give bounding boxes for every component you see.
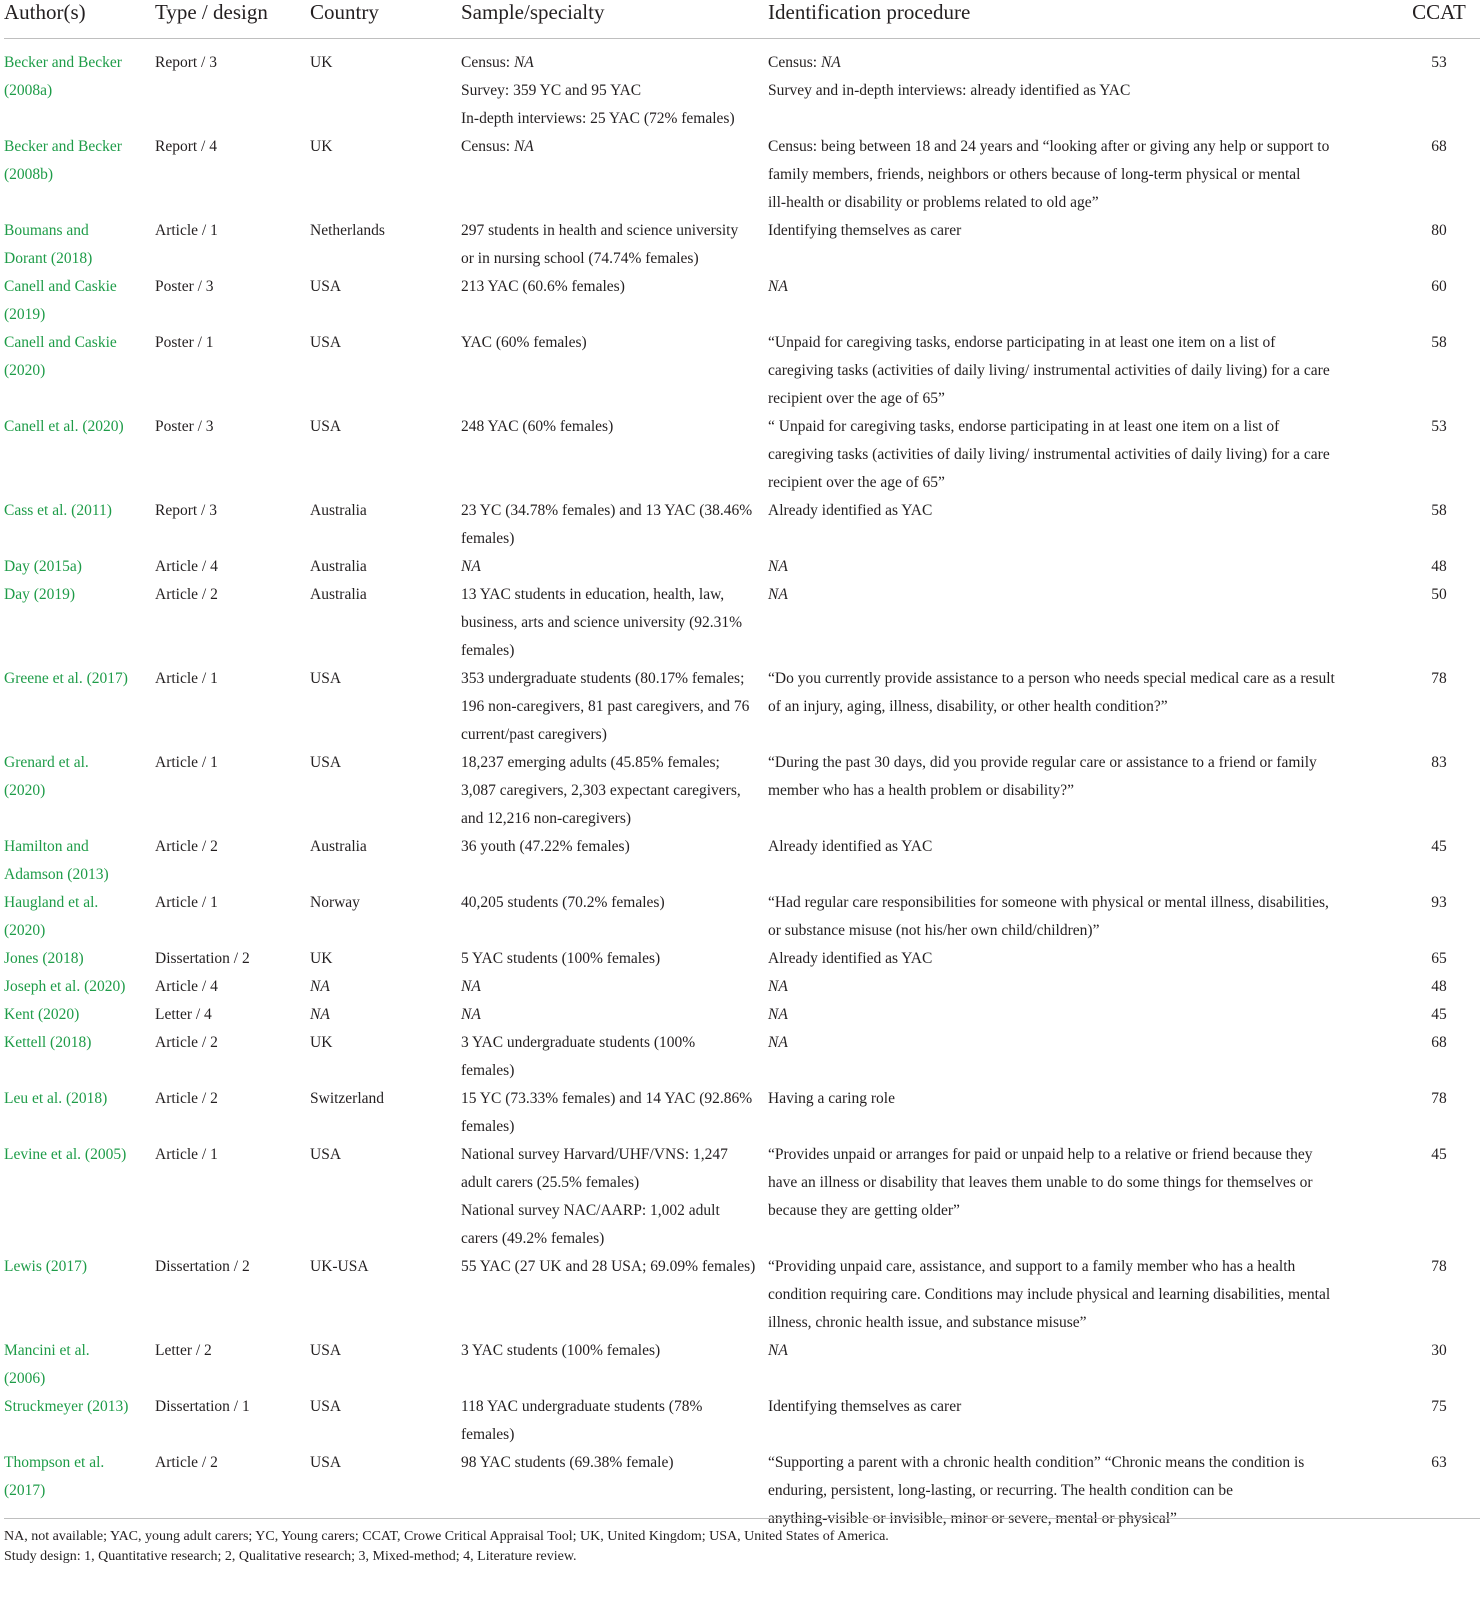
cell-type-design: Article / 2 — [155, 1090, 218, 1107]
author-citation-link[interactable]: (2019) — [4, 306, 46, 323]
cell-identification — [768, 413, 1348, 497]
procedure-line: NA — [768, 558, 788, 575]
procedure-line: Already identified as YAC — [768, 502, 933, 519]
cell-ccat: 30 — [1431, 1342, 1447, 1359]
cell-author — [4, 217, 155, 273]
cell-country: USA — [310, 754, 342, 771]
procedure-line: recipient over the age of 65” — [768, 474, 945, 491]
cell-country: NA — [310, 978, 330, 995]
table-body — [4, 39, 1480, 1534]
sample-line: carers (49.2% females) — [461, 1230, 605, 1247]
cell-country: Australia — [310, 558, 367, 575]
table-row — [4, 39, 1480, 134]
cell-country: UK — [310, 950, 333, 967]
sample-line: 40,205 students (70.2% females) — [461, 894, 665, 911]
cell-sample — [461, 581, 768, 665]
sample-line: 213 YAC (60.6% females) — [461, 278, 625, 295]
procedure-line: “Unpaid for caregiving tasks, endorse participating in at least one item on a list of — [768, 334, 1276, 351]
cell-type-design: Article / 1 — [155, 670, 218, 687]
author-citation-link[interactable]: Cass et al. (2011) — [4, 502, 112, 519]
cell-type-design: Dissertation / 1 — [155, 1398, 250, 1415]
cell-ccat: 48 — [1431, 558, 1447, 575]
table-row — [4, 133, 1480, 217]
cell-author — [4, 497, 155, 553]
cell-country: USA — [310, 1342, 342, 1359]
table-row — [4, 749, 1480, 833]
sample-line: 5 YAC students (100% females) — [461, 950, 661, 967]
procedure-line: NA — [768, 586, 788, 603]
cell-author — [4, 329, 155, 413]
cell-country: USA — [310, 418, 342, 435]
procedure-line: “Supporting a parent with a chronic health condition” “Chronic means the condition is — [768, 1454, 1305, 1471]
table-row — [4, 1253, 1480, 1337]
cell-ccat: 78 — [1431, 670, 1447, 687]
cell-country: Norway — [310, 894, 360, 911]
sample-line: females) — [461, 530, 515, 547]
author-citation-link[interactable]: (2006) — [4, 1370, 46, 1387]
sample-line: 3 YAC students (100% females) — [461, 1342, 661, 1359]
table-row — [4, 1141, 1480, 1253]
sample-line: 36 youth (47.22% females) — [461, 838, 630, 855]
header-sample: Sample/specialty — [461, 0, 768, 39]
table-header-row — [4, 0, 1480, 39]
cell-author — [4, 39, 155, 134]
cell-identification — [768, 1141, 1348, 1253]
cell-type-design: Report / 3 — [155, 54, 217, 71]
cell-identification — [768, 665, 1348, 749]
cell-sample — [461, 1085, 768, 1141]
footnote-study-design: Study design: 1, Quantitative research; 2, Qualitative research; 3, Mixed-method; 4, Literature review. — [4, 1549, 577, 1564]
author-citation-link[interactable]: Becker and Becker — [4, 54, 122, 71]
cell-type-design: Report / 4 — [155, 138, 217, 155]
sample-line: females) — [461, 1118, 515, 1135]
author-citation-link[interactable]: (2020) — [4, 362, 46, 379]
cell-author — [4, 1085, 155, 1141]
sample-line: Survey: 359 YC and 95 YAC — [461, 82, 642, 99]
cell-type-design: Dissertation / 2 — [155, 1258, 250, 1275]
sample-line: adult carers (25.5% females) — [461, 1174, 640, 1191]
cell-type-design: Article / 1 — [155, 1146, 218, 1163]
cell-sample — [461, 945, 768, 973]
cell-type-design: Article / 1 — [155, 222, 218, 239]
table-row — [4, 1029, 1480, 1085]
procedure-line: anything-visible or invisible, minor or severe, mental or physical” — [768, 1510, 1177, 1527]
cell-author — [4, 133, 155, 217]
cell-identification — [768, 945, 1348, 973]
cell-sample — [461, 749, 768, 833]
sample-line: NA — [461, 1006, 481, 1023]
sample-line: National survey NAC/AARP: 1,002 adult — [461, 1202, 720, 1219]
cell-country: Switzerland — [310, 1090, 385, 1107]
author-citation-link[interactable]: Struckmeyer (2013) — [4, 1398, 129, 1415]
author-citation-link[interactable]: Jones (2018) — [4, 950, 84, 967]
author-citation-link[interactable]: Becker and Becker — [4, 138, 122, 155]
author-citation-link[interactable]: Kent (2020) — [4, 1006, 80, 1023]
procedure-line: enduring, persistent, long-lasting, or recurring. The health condition can be — [768, 1482, 1234, 1499]
cell-country: USA — [310, 670, 342, 687]
author-citation-link[interactable]: Leu et al. (2018) — [4, 1090, 108, 1107]
cell-identification — [768, 581, 1348, 665]
sample-line: YAC (60% females) — [461, 334, 587, 351]
procedure-line: NA — [768, 978, 788, 995]
procedure-line: “Providing unpaid care, assistance, and support to a family member who has a health — [768, 1258, 1296, 1275]
cell-sample — [461, 1029, 768, 1085]
procedure-line: because they are getting older” — [768, 1202, 960, 1219]
table-row — [4, 497, 1480, 553]
cell-country: UK — [310, 138, 333, 155]
sample-line: 248 YAC (60% females) — [461, 418, 614, 435]
procedure-line: caregiving tasks (activities of daily living/ instrumental activities of daily living) for a care — [768, 362, 1330, 379]
cell-type-design: Article / 2 — [155, 1454, 218, 1471]
cell-sample — [461, 973, 768, 1001]
cell-author — [4, 553, 155, 581]
header-type-design: Type / design — [155, 0, 310, 39]
cell-author — [4, 833, 155, 889]
author-citation-link[interactable]: Boumans and — [4, 222, 89, 239]
cell-type-design: Poster / 3 — [155, 418, 214, 435]
sample-line: 98 YAC students (69.38% female) — [461, 1454, 674, 1471]
cell-identification — [768, 1393, 1348, 1449]
procedure-line: “Provides unpaid or arranges for paid or unpaid help to a relative or friend because they — [768, 1146, 1313, 1163]
procedure-line: NA — [768, 278, 788, 295]
cell-sample — [461, 1393, 768, 1449]
sample-line: and 12,216 non-caregivers) — [461, 810, 632, 827]
author-citation-link[interactable]: Grenard et al. — [4, 754, 89, 771]
cell-country: NA — [310, 1006, 330, 1023]
sample-line: 23 YC (34.78% females) and 13 YAC (38.46% — [461, 502, 753, 519]
cell-author — [4, 1001, 155, 1029]
procedure-line: or substance misuse (not his/her own child/children)” — [768, 922, 1100, 939]
author-citation-link[interactable]: Mancini et al. — [4, 1342, 90, 1359]
cell-ccat: 80 — [1431, 222, 1447, 239]
cell-sample — [461, 497, 768, 553]
header-author: Author(s) — [4, 0, 155, 39]
cell-author — [4, 1141, 155, 1253]
cell-ccat: 45 — [1431, 838, 1447, 855]
cell-author — [4, 749, 155, 833]
footnote-abbreviations: NA, not available; YAC, young adult carers; YC, Young carers; CCAT, Crowe Critical Appraisal Tool; UK, United Kingdom; USA, United States of America. — [4, 1529, 889, 1544]
sample-line: 3 YAC undergraduate students (100% — [461, 1034, 696, 1051]
cell-ccat: 78 — [1431, 1258, 1447, 1275]
cell-identification — [768, 133, 1348, 217]
header-country: Country — [310, 0, 461, 39]
cell-ccat: 53 — [1431, 418, 1447, 435]
cell-sample — [461, 889, 768, 945]
sample-line: females) — [461, 642, 515, 659]
cell-identification — [768, 973, 1348, 1001]
sample-line: 3,087 caregivers, 2,303 expectant caregivers, — [461, 782, 741, 799]
cell-ccat: 50 — [1431, 586, 1447, 603]
cell-identification — [768, 749, 1348, 833]
author-citation-link[interactable]: (2008b) — [4, 166, 54, 183]
cell-identification — [768, 217, 1348, 273]
cell-type-design: Poster / 1 — [155, 334, 214, 351]
table-row — [4, 1337, 1480, 1393]
author-citation-link[interactable]: Kettell (2018) — [4, 1034, 92, 1051]
author-citation-link[interactable]: Canell and Caskie — [4, 334, 117, 351]
cell-ccat: 45 — [1431, 1146, 1447, 1163]
cell-identification — [768, 1029, 1348, 1085]
procedure-line: NA — [768, 1006, 788, 1023]
procedure-line: “Had regular care responsibilities for someone with physical or mental illness, disabilities, — [768, 894, 1329, 911]
cell-type-design: Article / 1 — [155, 894, 218, 911]
cell-ccat: 53 — [1431, 54, 1447, 71]
cell-type-design: Article / 2 — [155, 1034, 218, 1051]
cell-ccat: 63 — [1431, 1454, 1447, 1471]
author-citation-link[interactable]: Haugland et al. — [4, 894, 99, 911]
procedure-line: Identifying themselves as carer — [768, 222, 962, 239]
cell-country: Netherlands — [310, 222, 385, 239]
author-citation-link[interactable]: Canell and Caskie — [4, 278, 117, 295]
cell-identification — [768, 1337, 1348, 1393]
cell-ccat: 60 — [1431, 278, 1447, 295]
cell-country: Australia — [310, 586, 367, 603]
cell-identification — [768, 497, 1348, 553]
author-citation-link[interactable]: Adamson (2013) — [4, 866, 109, 883]
cell-author — [4, 1393, 155, 1449]
author-citation-link[interactable]: Greene et al. (2017) — [4, 670, 128, 687]
procedure-line: condition requiring care. Conditions may include physical and learning disabilities, mental — [768, 1286, 1331, 1303]
author-citation-link[interactable]: Lewis (2017) — [4, 1258, 88, 1275]
procedure-line: illness, chronic health issue, and substance misuse” — [768, 1314, 1087, 1331]
header-identification: Identification procedure — [768, 0, 1348, 39]
cell-identification — [768, 273, 1348, 329]
procedure-line: NA — [768, 1342, 788, 1359]
sample-line: 297 students in health and science university — [461, 222, 739, 239]
cell-ccat: 78 — [1431, 1090, 1447, 1107]
sample-line: NA — [461, 978, 481, 995]
cell-identification — [768, 39, 1348, 134]
cell-country: UK — [310, 54, 333, 71]
procedure-line: Identifying themselves as carer — [768, 1398, 962, 1415]
procedure-line: Already identified as YAC — [768, 950, 933, 967]
procedure-line: member who has a health problem or disability?” — [768, 782, 1075, 799]
cell-type-design: Report / 3 — [155, 502, 217, 519]
cell-type-design: Article / 2 — [155, 838, 218, 855]
sample-line: females) — [461, 1426, 515, 1443]
cell-identification — [768, 329, 1348, 413]
cell-author — [4, 665, 155, 749]
cell-type-design: Article / 1 — [155, 754, 218, 771]
cell-ccat: 48 — [1431, 978, 1447, 995]
table-row — [4, 973, 1480, 1001]
table-row — [4, 833, 1480, 889]
cell-type-design: Article / 2 — [155, 586, 218, 603]
sample-line: current/past caregivers) — [461, 726, 607, 743]
cell-identification — [768, 1085, 1348, 1141]
table-row — [4, 581, 1480, 665]
cell-country: UK-USA — [310, 1258, 369, 1275]
cell-country: UK — [310, 1034, 333, 1051]
sample-line: 353 undergraduate students (80.17% females; — [461, 670, 745, 687]
cell-author — [4, 273, 155, 329]
table-row — [4, 1001, 1480, 1029]
cell-ccat: 68 — [1431, 138, 1447, 155]
cell-sample — [461, 553, 768, 581]
author-citation-link[interactable]: Day (2015a) — [4, 558, 82, 575]
table-row — [4, 1393, 1480, 1449]
procedure-line: Having a caring role — [768, 1090, 895, 1107]
cell-type-design: Dissertation / 2 — [155, 950, 250, 967]
header-ccat: CCAT — [1348, 0, 1480, 39]
sample-line: 18,237 emerging adults (45.85% females; — [461, 754, 720, 771]
cell-ccat: 75 — [1431, 1398, 1447, 1415]
cell-sample — [461, 665, 768, 749]
cell-author — [4, 1337, 155, 1393]
cell-country: USA — [310, 278, 342, 295]
cell-ccat: 68 — [1431, 1034, 1447, 1051]
table-row — [4, 945, 1480, 973]
cell-country: Australia — [310, 502, 367, 519]
procedure-line: of an injury, aging, illness, disability, or other health condition?” — [768, 698, 1168, 715]
procedure-line: “During the past 30 days, did you provide regular care or assistance to a friend or family — [768, 754, 1317, 771]
cell-sample — [461, 413, 768, 497]
sample-line: Census: NA — [461, 138, 534, 155]
cell-ccat: 58 — [1431, 334, 1447, 351]
cell-ccat: 65 — [1431, 950, 1447, 967]
table-row — [4, 273, 1480, 329]
cell-ccat: 45 — [1431, 1006, 1447, 1023]
table-row — [4, 413, 1480, 497]
cell-sample — [461, 329, 768, 413]
author-citation-link[interactable]: Levine et al. (2005) — [4, 1146, 127, 1163]
procedure-line: NA — [768, 1034, 788, 1051]
procedure-line: “Do you currently provide assistance to a person who needs special medical care as a result — [768, 670, 1335, 687]
cell-sample — [461, 133, 768, 217]
studies-table — [4, 0, 1480, 1533]
cell-country: Australia — [310, 838, 367, 855]
cell-ccat: 58 — [1431, 502, 1447, 519]
cell-identification — [768, 833, 1348, 889]
cell-country: USA — [310, 1454, 342, 1471]
sample-line: business, arts and science university (92.31% — [461, 614, 743, 631]
sample-line: Census: NA — [461, 54, 534, 71]
sample-line: 15 YC (73.33% females) and 14 YAC (92.86% — [461, 1090, 753, 1107]
author-citation-link[interactable]: (2020) — [4, 922, 46, 939]
cell-author — [4, 581, 155, 665]
sample-line: NA — [461, 558, 481, 575]
procedure-line: have an illness or disability that leaves them unable to do some things for themselves or — [768, 1174, 1313, 1191]
cell-identification — [768, 1253, 1348, 1337]
table-footnotes — [4, 1518, 1480, 1567]
cell-country: USA — [310, 1398, 342, 1415]
author-citation-link[interactable]: (2020) — [4, 782, 46, 799]
sample-line: National survey Harvard/UHF/VNS: 1,247 — [461, 1146, 728, 1163]
author-citation-link[interactable]: Thompson et al. — [4, 1454, 105, 1471]
cell-type-design: Poster / 3 — [155, 278, 214, 295]
cell-sample — [461, 1001, 768, 1029]
procedure-line: Survey and in-depth interviews: already identified as YAC — [768, 82, 1131, 99]
author-citation-link[interactable]: (2008a) — [4, 82, 53, 99]
table-row — [4, 217, 1480, 273]
cell-ccat: 83 — [1431, 754, 1447, 771]
cell-type-design: Letter / 2 — [155, 1342, 212, 1359]
procedure-line: family members, friends, neighbors or others because of long-term physical or mental — [768, 166, 1301, 183]
author-citation-link[interactable]: Canell et al. (2020) — [4, 418, 124, 435]
procedure-line: caregiving tasks (activities of daily living/ instrumental activities of daily living) for a care — [768, 446, 1330, 463]
procedure-line: recipient over the age of 65” — [768, 390, 945, 407]
procedure-line: Already identified as YAC — [768, 838, 933, 855]
cell-identification — [768, 553, 1348, 581]
cell-sample — [461, 1253, 768, 1337]
procedure-line: ill-health or disability or problems related to old age” — [768, 194, 1099, 211]
cell-sample — [461, 1337, 768, 1393]
cell-author — [4, 413, 155, 497]
cell-ccat: 93 — [1431, 894, 1447, 911]
cell-sample — [461, 217, 768, 273]
cell-identification — [768, 1001, 1348, 1029]
table-row — [4, 553, 1480, 581]
cell-sample — [461, 1141, 768, 1253]
author-citation-link[interactable]: Day (2019) — [4, 586, 76, 603]
sample-line: In-depth interviews: 25 YAC (72% females) — [461, 110, 735, 127]
cell-sample — [461, 273, 768, 329]
table-row — [4, 1085, 1480, 1141]
cell-country: USA — [310, 1146, 342, 1163]
procedure-line: Census: NA — [768, 54, 841, 71]
author-citation-link[interactable]: Dorant (2018) — [4, 250, 93, 267]
table-row — [4, 329, 1480, 413]
cell-type-design: Letter / 4 — [155, 1006, 212, 1023]
cell-author — [4, 973, 155, 1001]
cell-author — [4, 945, 155, 973]
sample-line: 13 YAC students in education, health, law, — [461, 586, 725, 603]
sample-line: 55 YAC (27 UK and 28 USA; 69.09% females) — [461, 1258, 756, 1275]
procedure-line: Census: being between 18 and 24 years and “looking after or giving any help or support to — [768, 138, 1330, 155]
cell-identification — [768, 889, 1348, 945]
cell-sample — [461, 39, 768, 134]
author-citation-link[interactable]: Joseph et al. (2020) — [4, 978, 126, 995]
sample-line: or in nursing school (74.74% females) — [461, 250, 699, 267]
table-row — [4, 889, 1480, 945]
cell-sample — [461, 833, 768, 889]
cell-type-design: Article / 4 — [155, 978, 218, 995]
cell-type-design: Article / 4 — [155, 558, 218, 575]
cell-author — [4, 889, 155, 945]
cell-author — [4, 1029, 155, 1085]
cell-author — [4, 1253, 155, 1337]
procedure-line: “ Unpaid for caregiving tasks, endorse participating in at least one item on a list of — [768, 418, 1280, 435]
author-citation-link[interactable]: (2017) — [4, 1482, 46, 1499]
table-row — [4, 665, 1480, 749]
sample-line: 118 YAC undergraduate students (78% — [461, 1398, 703, 1415]
sample-line: females) — [461, 1062, 515, 1079]
sample-line: 196 non-caregivers, 81 past caregivers, and 76 — [461, 698, 750, 715]
author-citation-link[interactable]: Hamilton and — [4, 838, 89, 855]
cell-country: USA — [310, 334, 342, 351]
